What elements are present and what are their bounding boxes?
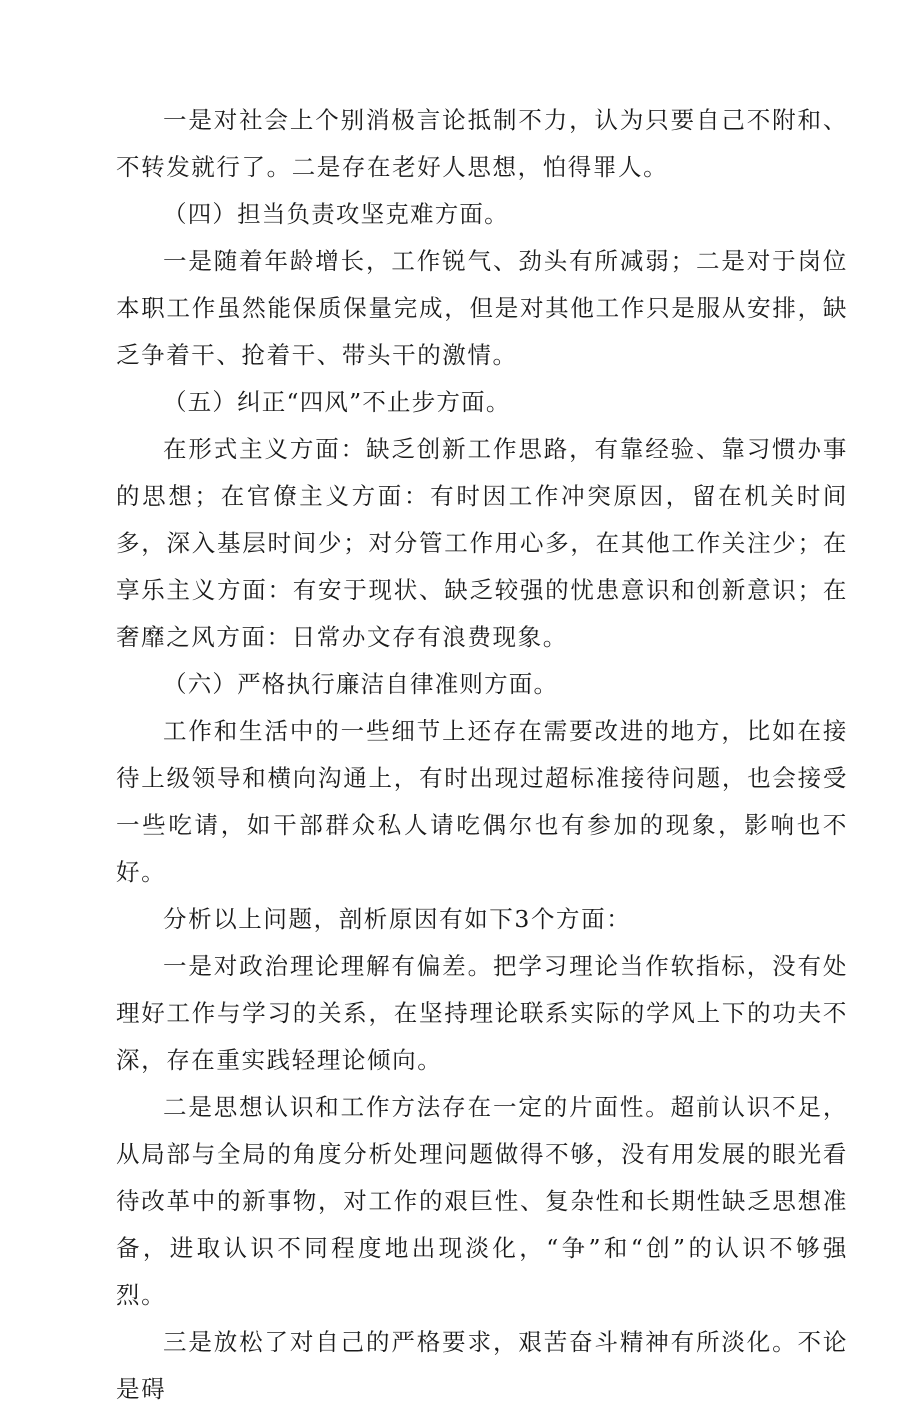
section-heading-5: （五）纠正“四风”不止步方面。: [163, 388, 511, 416]
paragraph-3: 在形式主义方面：缺乏创新工作思路，有靠经验、靠习惯办事的思想；在官僚主义方面：有时因工作冲突原因，留在机关时间多，深入基层时间少；对分管工作用心多，在其他工作关注少；在享乐主义方面：有安于现状、缺乏较强的忧患意识和创新意识；在奢靡之风方面：日常办文存有浪费现象。: [116, 435, 848, 651]
paragraph-5: 分析以上问题，剖析原因有如下3个方面：: [163, 905, 632, 933]
section-heading-4: （四）担当负责攻坚克难方面。: [163, 200, 509, 228]
paragraph-1: 一是对社会上个别消极言论抵制不力，认为只要自己不附和、不转发就行了。二是存在老好人思想，怕得罪人。: [116, 106, 848, 181]
paragraph-6: 一是对政治理论理解有偏差。把学习理论当作软指标，没有处理好工作与学习的关系，在坚持理论联系实际的学风上下的功夫不深，存在重实践轻理论倾向。: [116, 952, 848, 1074]
paragraph-2: 一是随着年龄增长，工作锐气、劲头有所减弱；二是对于岗位本职工作虽然能保质保量完成，但是对其他工作只是服从安排，缺乏争着干、抢着干、带头干的激情。: [116, 247, 848, 369]
paragraph-7: 二是思想认识和工作方法存在一定的片面性。超前认识不足，从局部与全局的角度分析处理问题做得不够，没有用发展的眼光看待改革中的新事物，对工作的艰巨性、复杂性和长期性缺乏思想准备，进取认识不同程度地出现淡化，“争”和“创”的认识不够强烈。: [116, 1093, 848, 1309]
document-body: [116, 97, 848, 1413]
section-heading-6: （六）严格执行廉洁自律准则方面。: [163, 670, 559, 698]
paragraph-4: 工作和生活中的一些细节上还存在需要改进的地方，比如在接待上级领导和横向沟通上，有时出现过超标准接待问题，也会接受一些吃请，如干部群众私人请吃偶尔也有参加的现象，影响也不好。: [116, 717, 848, 886]
paragraph-8: 三是放松了对自己的严格要求，艰苦奋斗精神有所淡化。不论是碍: [116, 1328, 848, 1403]
